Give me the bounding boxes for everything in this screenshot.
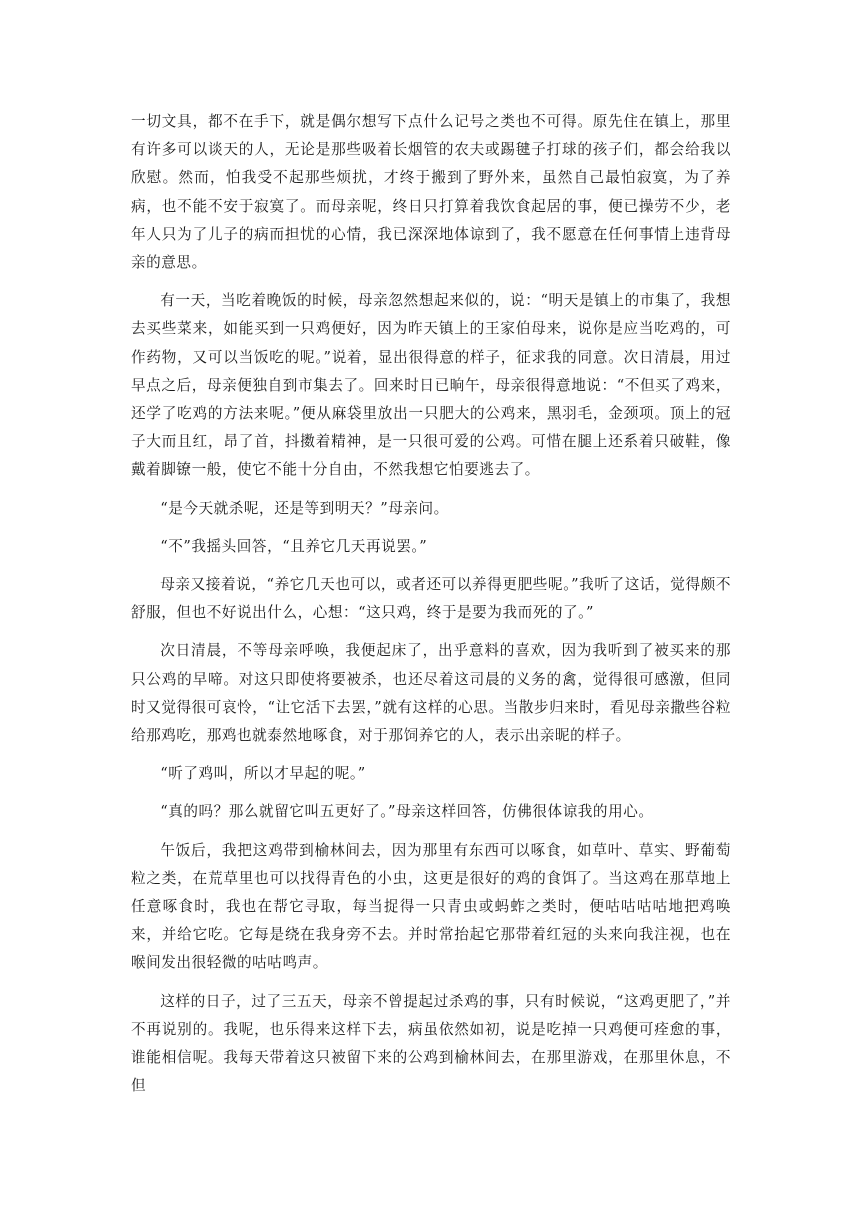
paragraph-4: “不”我摇头回答，“且养它几天再说罢。” — [160, 537, 428, 555]
paragraph-2: 有一天，当吃着晚饭的时候，母亲忽然想起来似的，说：“明天是镇上的市集了，我想去买些菜来，如能买到一只鸡便好，因为昨天镇上的王家伯母来，说你是应当吃鸡的，可作药物，又可以当饭吃的呢。”说着，显出很得意的样子，征求我的同意。次日清晨，用过早点之后，母亲便独自到市集去了。回来时日已晌午，母亲很得意地说：“不但买了鸡来，还学了吃鸡的方法来呢。”便从麻袋里放出一只肥大的公鸡来，黑羽毛，金颈项。顶上的冠子大而且红，昂了首，抖擞着精神，是一只很可爱的公鸡。可惜在腿上还系着只破鞋，像戴着脚镣一般，使它不能十分自由，不然我想它怕要逃去了。 — [131, 292, 731, 479]
paragraph-8: “真的吗？那么就留它叫五更好了。”母亲这样回答，仿佛很体谅我的用心。 — [160, 803, 654, 821]
paragraph-6: 次日清晨，不等母亲呼唤，我便起床了，出乎意料的喜欢，因为我听到了被买来的那只公鸡的早啼。对这只即使将要被杀，也还尽着这司晨的义务的禽，觉得很可感激，但同时又觉得很可哀怜，“让它活下去罢，”就有这样的心思。当散步归来时，看见母亲撒些谷粒给那鸡吃，那鸡也就泰然地啄食，对于那饲养它的人，表示出亲昵的样子。 — [131, 642, 731, 745]
paragraph-7: “听了鸡叫，所以才早起的呢。” — [160, 765, 366, 783]
paragraph-1: 一切文具，都不在手下，就是偶尔想写下点什么记号之类也不可得。原先住在镇上，那里有许多可以谈天的人，无论是那些吸着长烟管的农夫或踢毽子打球的孩子们，都会给我以欣慰。然而，怕我受不起那些烦扰，才终于搬到了野外来，虽然自己最怕寂寞，为了养病，也不能不安于寂寞了。而母亲呢，终日只打算着我饮食起居的事，便已操劳不少，老年人只为了儿子的病而担忧的心情，我已深深地体谅到了，我不愿意在任何事情上违背母亲的意思。 — [131, 113, 731, 272]
document-body — [131, 108, 731, 1111]
paragraph-3: “是今天就杀呢，还是等到明天？”母亲问。 — [160, 499, 449, 517]
paragraph-9: 午饭后，我把这鸡带到榆林间去，因为那里有东西可以啄食，如草叶、草实、野葡萄粒之类，在荒草里也可以找得青色的小虫，这更是很好的鸡的食饵了。当这鸡在那草地上任意啄食时，我也在帮它寻取，每当捉得一只青虫或蚂蚱之类时，便咕咕咕咕地把鸡唤来，并给它吃。它每是绕在我身旁不去。并时常抬起它那带着红冠的头来向我注视，也在喉间发出很轻微的咕咕鸣声。 — [131, 841, 731, 972]
paragraph-5: 母亲又接着说，“养它几天也可以，或者还可以养得更肥些呢。”我听了这话，觉得颇不舒服，但也不好说出什么，心想：“这只鸡，终于是要为我而死的了。” — [131, 576, 731, 622]
paragraph-10: 这样的日子，过了三五天，母亲不曾提起过杀鸡的事，只有时候说，“这鸡更肥了，”并不再说别的。我呢，也乐得来这样下去，病虽依然如初，说是吃掉一只鸡便可痊愈的事，谁能相信呢。我每天带着这只被留下来的公鸡到榆林间去，在那里游戏，在那里休息，不但 — [131, 992, 731, 1095]
